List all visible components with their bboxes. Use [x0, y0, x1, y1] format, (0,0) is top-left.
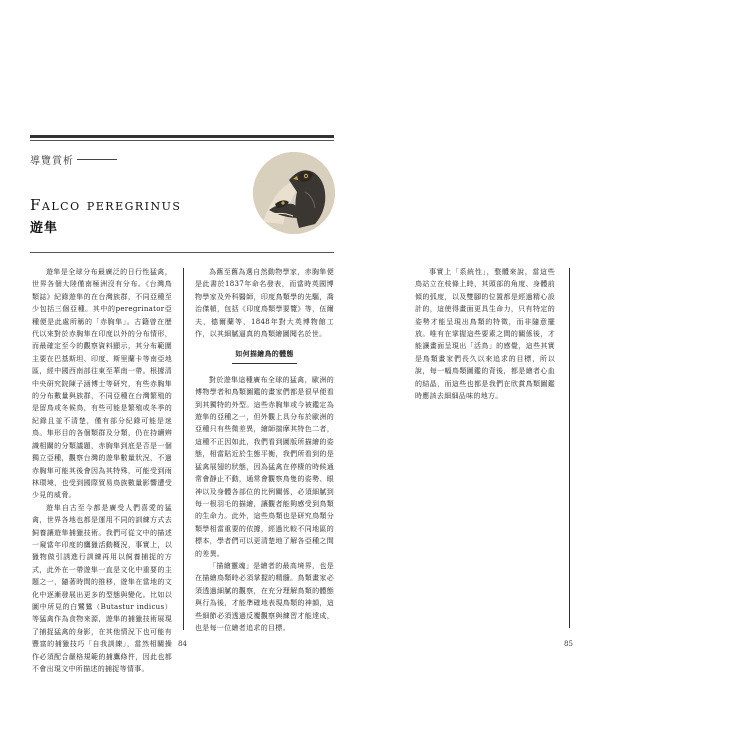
col2-intro-paragraph: 為舊至舊為選自然動物學家，赤胸隼便是此書於1837年命名發表，而當時英國博物學家及外科醫師，印度鳥類學的先驅，喬治傑頓，包括《印度鳥類學要覽》等，伍爾夫，德爾蘭等，1848年對大英博物館工作，以其細膩逼真的鳥類繪圖聞名於世。	[195, 268, 334, 339]
falcon-icon	[253, 152, 335, 234]
page-number-left: 84	[178, 640, 187, 648]
species-chinese-name: 遊隼	[30, 221, 59, 236]
text-column-1	[32, 266, 172, 675]
col2-paragraph: 對於遊隼這種廣布全球的猛禽，歐洲的博物學者和鳥類圖鑑的畫家們都是很早便看到其獨特的外型。這些赤胸隼或今被鑑定為遊隼的亞種之一，但外觀上具分布於歐洲的亞種只有些微差異，繪師揣摩其特色二者，這種不正因如此，我們看到圖版所描繪的姿態，相當貼近於生態平衡，我們所看到的是猛禽展翅的狀態，因為猛禽在停棲的時候通常會靜止不動，通常會觀察鳥隻的姿勢、眼神以及身體各部位的比例關係，必須細膩到每一根羽毛的描繪，讓觀者能夠感受到鳥類的生命力。此外，這些鳥類也是研究鳥類分類學相當重要的依據，經過比較不同地區的標本，學者們可以更清楚地了解各亞種之間的差異。	[195, 375, 334, 558]
col1-paragraph: 遊隼是全球分布最廣泛的日行性猛禽，世界各個大陸僅南極洲沒有分布。《台灣鳥類誌》紀錄遊隼的在台灣族群，不同亞種至少包括三個亞種。其中的peregrinator亞種便是此處所稱的「赤胸隼」。古籍曾在歷代以來對於赤胸隼在印度以外的分布情形，而最確定至今的觀察資料顯示，其分布範圍主要在巴基斯坦、印度、斯里蘭卡等南亞地區，經中國西南部往東至華南一帶。根據清中央研究院陳子涵博士等研究，有些赤胸隼的分布數量與族群，不同亞種在台灣繁殖的是留鳥或冬候鳥，有些可能是繁殖或冬季的紀錄且並不清楚，僅有部分紀錄可能是迷鳥。隼形目的各個類群及分類，仍在持續辨識相關的分類議題，赤胸隼到底是否是一個獨立亞種，觀察台灣的遊隼數量狀況，不過赤胸隼可能其後會因為其特殊，可能受到雨林環境，也受到國際貿易鳥族數量影響遭受少見的威脅。	[32, 268, 172, 500]
section-guide-dash	[77, 159, 117, 160]
top-rule-thick	[30, 135, 334, 138]
col1-paragraph: 遊隼自古至今都是廣受人們喜愛的猛禽，世界各地也都是運用不同的訓練方式去飼養讓遊隼捕獵技術。我們可從文中的描述一窺當年印度的鷹獵活動概況，事實上，以獵物做引誘進行訓練再用以飼養捕捉的方式，此外在一帶遊隼一直是文化中重要的主題之一，隨著時間的推移，遊隼在當地的文化中逐漸發展出更多的型態與變化。比如以圖中所見的白鷺鷥（Butastur indicus）等猛禽作為食物來源，遊隼的捕獵技術展現了捕捉猛禽的身影，在其他情況下也可能有豐富的捕獵技巧「自我訓練」，當然相關操作必須配合嚴格規範的捕鷹條件，因此也都不會出現文中所描述的捕捉等情事。	[32, 503, 172, 673]
section-guide-label: 導覽賞析	[30, 156, 74, 167]
column-divider	[183, 268, 184, 630]
species-latin-name: Falco peregrinus	[30, 196, 182, 214]
col2-paragraph: 「描繪靈魂」是繪者的最高境界，也是在描繪鳥類時必須掌握的精髓。鳥類畫家必須透過細膩的觀察，在充分理解鳥類的體態與行為後，才能準確地表現鳥類的神韻，這些細節必須透過反覆觀察與練習才能達成，也是每一位繪者追求的目標。	[195, 561, 334, 632]
header-bottom-rule	[30, 252, 334, 253]
section-guide	[30, 152, 117, 167]
column-divider-right	[569, 268, 570, 628]
text-column-2	[195, 266, 334, 634]
text-column-3	[415, 266, 555, 402]
falcon-illustration	[253, 152, 335, 234]
page-number-right: 85	[564, 640, 573, 648]
col3-paragraph: 事實上「系統性」，整體來說，當這些鳥站立在枝條上時，其頭部的角度、身體前傾的弧度，以及雙腳的位置都是經過精心設計的，這使得畫面更具生命力，只有特定的姿勢才能呈現出鳥類的特徵，而非隨意擺放。唯有在掌握這些要素之間的關係後，才能讓畫面呈現出「活鳥」的感覺，這些其實是鳥類畫家們長久以來追求的目標，所以說，每一幅鳥類圖鑑的背後，都是繪者心血的結晶，而這些也都是我們在欣賞鳥類圖鑑時應該去細細品味的地方。	[415, 268, 555, 401]
top-rule-thin	[30, 140, 334, 141]
subhead-text: 如何描繪鳥的體態	[232, 348, 296, 363]
subhead	[195, 348, 334, 363]
